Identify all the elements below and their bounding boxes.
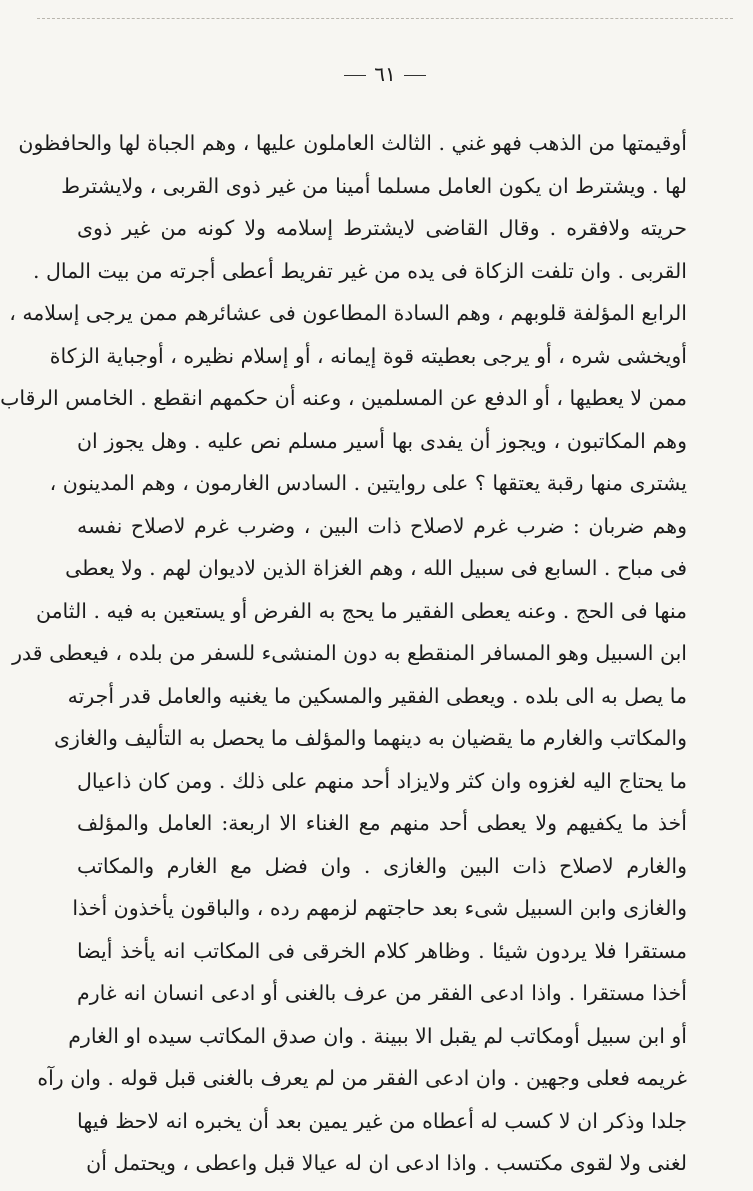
text-line: ما يحتاج اليه لغزوه وان كثر ولايزاد أحد منهم على ذلك . ومن كان ذاعيال [77,768,687,793]
page-number-dash-right [404,75,426,76]
text-line: منها فى الحج . وعنه يعطى الفقير ما يحج به الفرض أو يستعين به فيه . الثامن [35,598,687,623]
text-line: فى مباح . السابع فى سبيل الله ، وهم الغزاة الذين لاديوان لهم . ولا يعطى [65,556,687,580]
text-line: يشترى منها رقبة يعتقها ؟ على روايتين . السادس الغارمون ، وهم المدينون ، [49,471,687,495]
page-number-text: ٦١ [374,62,396,86]
text-line: ممن لا يعطيها ، أو الدفع عن المسلمين ، وعنه أن حكمهم انقطع . الخامس الرقاب [0,386,687,410]
page-number-dash-left [344,75,366,76]
text-line: أخذ ما يكفيهم ولا يعطى أحد منهم مع الغناء الا اربعة: العامل والمؤلف [77,811,687,835]
text-line: والغازى وابن السبيل شىء بعد حاجتهم لزمهم رده ، والباقون يأخذون أخذا [72,896,687,920]
text-line: ابن السبيل وهو المسافر المنقطع به دون المنشىء للسفر من بلده ، فيعطى قدر [12,641,687,665]
text-line: والغارم لاصلاح ذات البين والغازى . وان فضل مع الغارم والمكاتب [77,853,687,878]
text-line: غريمه فعلى وجهين . وان ادعى الفقر من لم يعرف بالغنى قبل قوله . وان رآه [37,1066,687,1090]
body-text [0,122,687,1185]
text-line: أخذا مستقرا . واذا ادعى الفقر من عرف بالغنى أو ادعى انسان انه غارم [77,981,687,1005]
text-line: مستقرا فلا يردون شيئا . وظاهر كلام الخرقى فى المكاتب انه يأخذ أيضا [77,938,687,963]
text-line: الرابع المؤلفة قلوبهم ، وهم السادة المطاعون فى عشائرهم ممن يرجى إسلامه ، [9,301,687,325]
text-line: لها . ويشترط ان يكون العامل مسلما أمينا من غير ذوى القربى ، ولايشترط [61,173,687,198]
text-line: أوقيمتها من الذهب فهو غني . الثالث العاملون عليها ، وهم الجباة لها والحافظون [18,131,687,155]
text-line: وهم المكاتبون ، ويجوز أن يفدى بها أسير مسلم نص عليه . وهل يجوز ان [77,428,687,453]
top-rule [37,18,733,19]
text-line: حريته ولافقره . وقال القاضى لايشترط إسلامه ولا كونه من غير ذوى [77,216,687,240]
text-line: أويخشى شره ، أو يرجى بعطيته قوة إيمانه ، أو إسلام نظيره ، أوجباية الزكاة [49,343,687,368]
text-line: لغنى ولا لقوى مكتسب . واذا ادعى ان له عيالا قبل واعطى ، ويحتمل أن [86,1151,687,1175]
text-line: جلدا وذكر ان لا كسب له أعطاه من غير يمين بعد أن يخبره انه لاحظ فيها [77,1108,687,1133]
page-number [17,62,753,86]
text-line: والمكاتب والغارم ما يقضيان به دينهما والمؤلف ما يحصل به التأليف والغازى [53,726,687,750]
text-line: وهم ضربان : ضرب غرم لاصلاح ذات البين ، وضرب غرم لاصلاح نفسه [77,513,687,538]
text-line: ما يصل به الى بلده . ويعطى الفقير والمسكين ما يغنيه والعامل قدر أجرته [67,683,687,708]
text-line: أو ابن سبيل أومكاتب لم يقبل الا ببينة . وان صدق المكاتب سيده او الغارم [68,1023,687,1048]
text-line: القربى . وان تلفت الزكاة فى يده من غير تفريط أعطى أجرته من بيت المال . [32,258,687,283]
